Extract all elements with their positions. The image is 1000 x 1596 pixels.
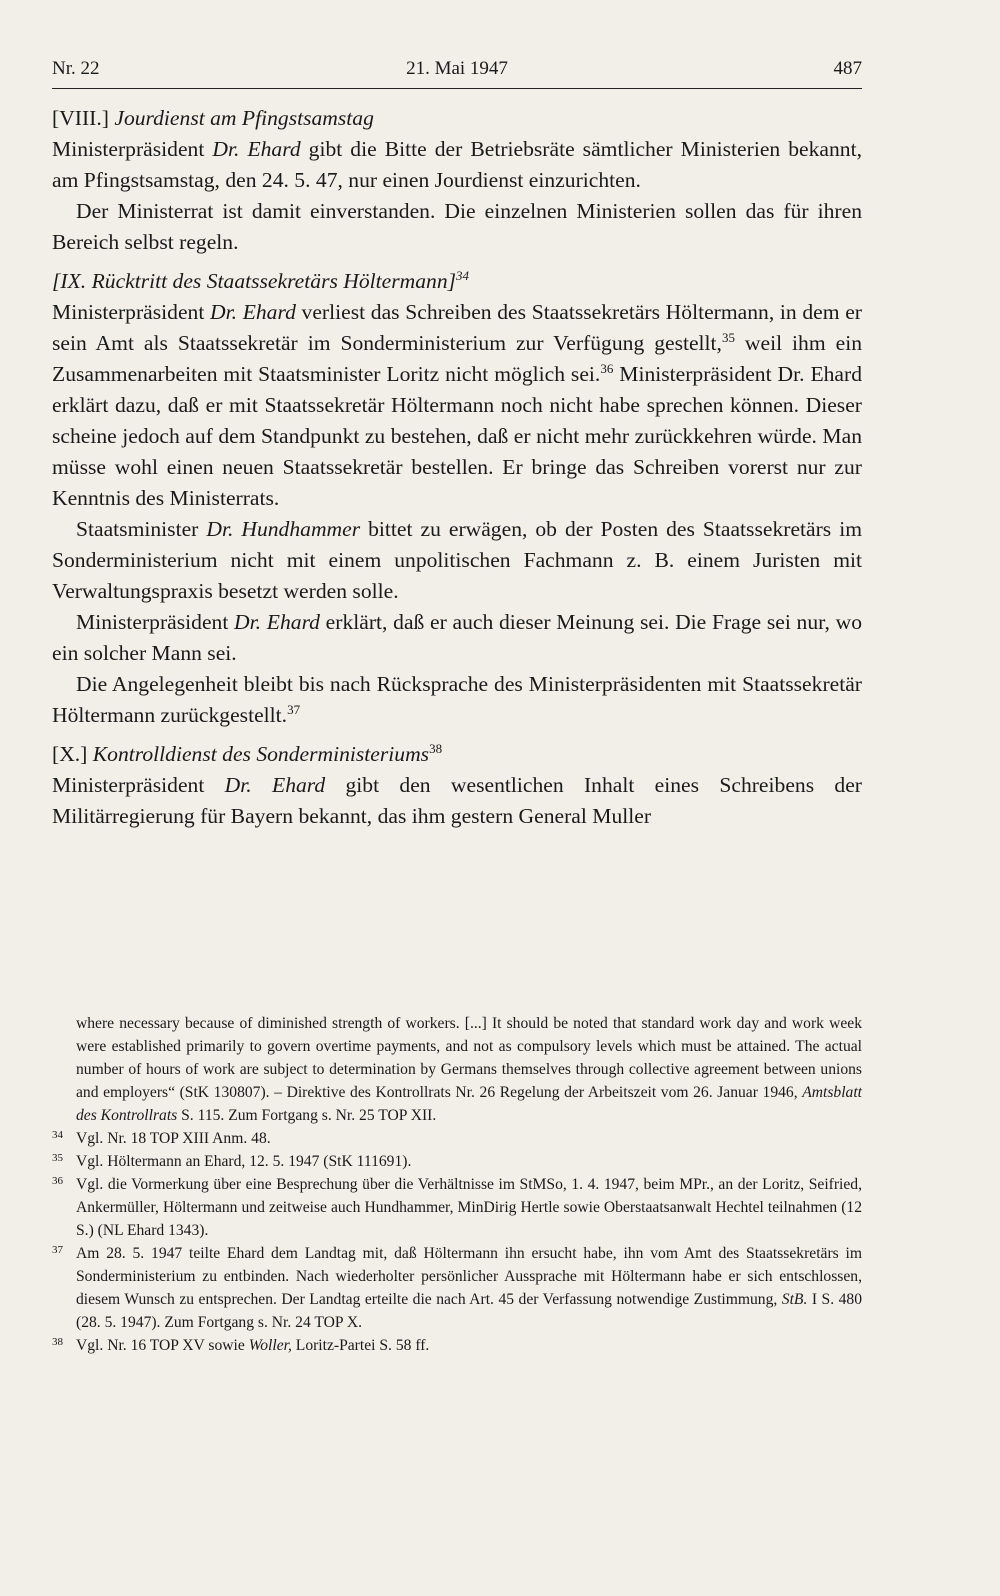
section-heading-ix: [IX. Rücktritt des Staatssekretärs Höltermann]$^{34}$ xyxy=(52,268,470,293)
section-heading-x: [X.] Kontrolldienst des Sonderministeriums$^{38}$ xyxy=(52,741,443,766)
document-number: Nr. 22 xyxy=(52,58,100,79)
footnote-34: 34 Vgl. Nr. 18 TOP XIII Anm. 48. xyxy=(52,1129,271,1147)
paragraph: Ministerpräsident Dr. Ehard gibt die Bitte der Betriebsräte sämtlicher Ministerien bekannt, am Pfingstsamstag, den 24. 5. 47, nur einen Jourdienst einzurichten. xyxy=(52,137,862,192)
paragraph: Ministerpräsident Dr. Ehard erklärt, daß er auch dieser Meinung sei. Die Frage sei nur, wo ein solcher Mann sei. xyxy=(52,610,862,665)
page-number: 487 xyxy=(833,58,862,79)
footnote-ref: 38 xyxy=(429,741,443,756)
footnote-continuation: where necessary because of diminished strength of workers. [...] It should be noted that standard work day and work week were established primarily to govern overtime payments, and not as compulsory levels which must be attained. The actual number of hours of work are subject to determination by Germans themselves through collective agreement between unions and employers“ (StK 130807). – Direktive des Kontrollrats Nr. 26 Regelung der Arbeitszeit vom 26. Januar 1946, Amtsblatt des Kontrollrats S. 115. Zum Fortgang s. Nr. 25 TOP XII. xyxy=(76,1015,862,1124)
paragraph: Der Ministerrat ist damit einverstanden. Die einzelnen Ministerien sollen das für ihren Bereich selbst regeln. xyxy=(52,199,862,254)
running-header xyxy=(52,58,862,89)
footnote-ref: 35 xyxy=(721,330,735,345)
paragraph: Ministerpräsident Dr. Ehard verliest das Schreiben des Staatssekretärs Höltermann, in dem er sein Amt als Staatssekretär im Sonderministerium zur Verfügung gestellt,$^{35}$ weil ihm ein Zusammenarbeiten mit Staatsminister Loritz nicht möglich sei.$^{36}$ Ministerpräsident Dr. Ehard erklärt dazu, daß er mit Staatssekretär Höltermann noch nicht habe sprechen können. Dieser scheine jedoch auf dem Standpunkt zu bestehen, daß er nicht mehr zurückkehren würde. Man müsse wohl einen neuen Staatssekretär bestellen. Er bringe das Schreiben vorerst nur zur Kenntnis des Ministerrats. xyxy=(52,300,863,510)
footnote-ref: 34 xyxy=(456,268,470,283)
section-heading-viii: [VIII.] Jourdienst am Pfingstsamstag xyxy=(52,106,374,130)
paragraph: Die Angelegenheit bleibt bis nach Rücksprache des Ministerpräsidenten mit Staatssekretär Höltermann zurückgestellt.$^{37}$ xyxy=(52,672,862,727)
footnote-ref: 37 xyxy=(287,702,301,717)
paragraph: Staatsminister Dr. Hundhammer bittet zu erwägen, ob der Posten des Staatssekretärs im Sonderministerium nicht mit einem unpolitischen Fachmann z. B. einem Juristen mit Verwaltungspraxis besetzt werden solle. xyxy=(52,517,862,603)
main-text xyxy=(52,103,862,832)
footnote-38: 38 Vgl. Nr. 16 TOP XV sowie Woller, Loritz-Partei S. 58 ff. xyxy=(52,1336,430,1354)
footnotes xyxy=(52,1012,862,1357)
paragraph: Ministerpräsident Dr. Ehard gibt den wesentlichen Inhalt eines Schreibens der Militärregierung für Bayern bekannt, das ihm gestern General Muller xyxy=(52,773,862,828)
session-date: 21. Mai 1947 xyxy=(406,58,508,79)
footnote-ref: 36 xyxy=(600,361,614,376)
footnote-36: 36 Vgl. die Vormerkung über eine Besprechung über die Verhältnisse im StMSo, 1. 4. 1947, beim MPr., an der Loritz, Seifried, Ankermüller, Höltermann und zeitweise auch Hundhammer, MinDirig Hertle sowie Oberstaatsanwalt Hechtel teilnahmen (12 S.) (NL Ehard 1343). xyxy=(52,1175,862,1239)
footnote-37: 37 Am 28. 5. 1947 teilte Ehard dem Landtag mit, daß Höltermann ihn ersucht habe, ihn vom Amt des Staatssekretärs im Sonderministerium zu entbinden. Nach wiederholter persönlicher Aussprache mit Höltermann habe er sich entschlossen, diesem Wunsch zu entsprechen. Der Landtag erteilte die nach Art. 45 der Verfassung notwendige Zustimmung, StB. I S. 480 (28. 5. 1947). Zum Fortgang s. Nr. 24 TOP X. xyxy=(52,1244,862,1331)
footnote-35: 35 Vgl. Höltermann an Ehard, 12. 5. 1947 (StK 111691). xyxy=(52,1152,412,1170)
page xyxy=(52,58,862,832)
